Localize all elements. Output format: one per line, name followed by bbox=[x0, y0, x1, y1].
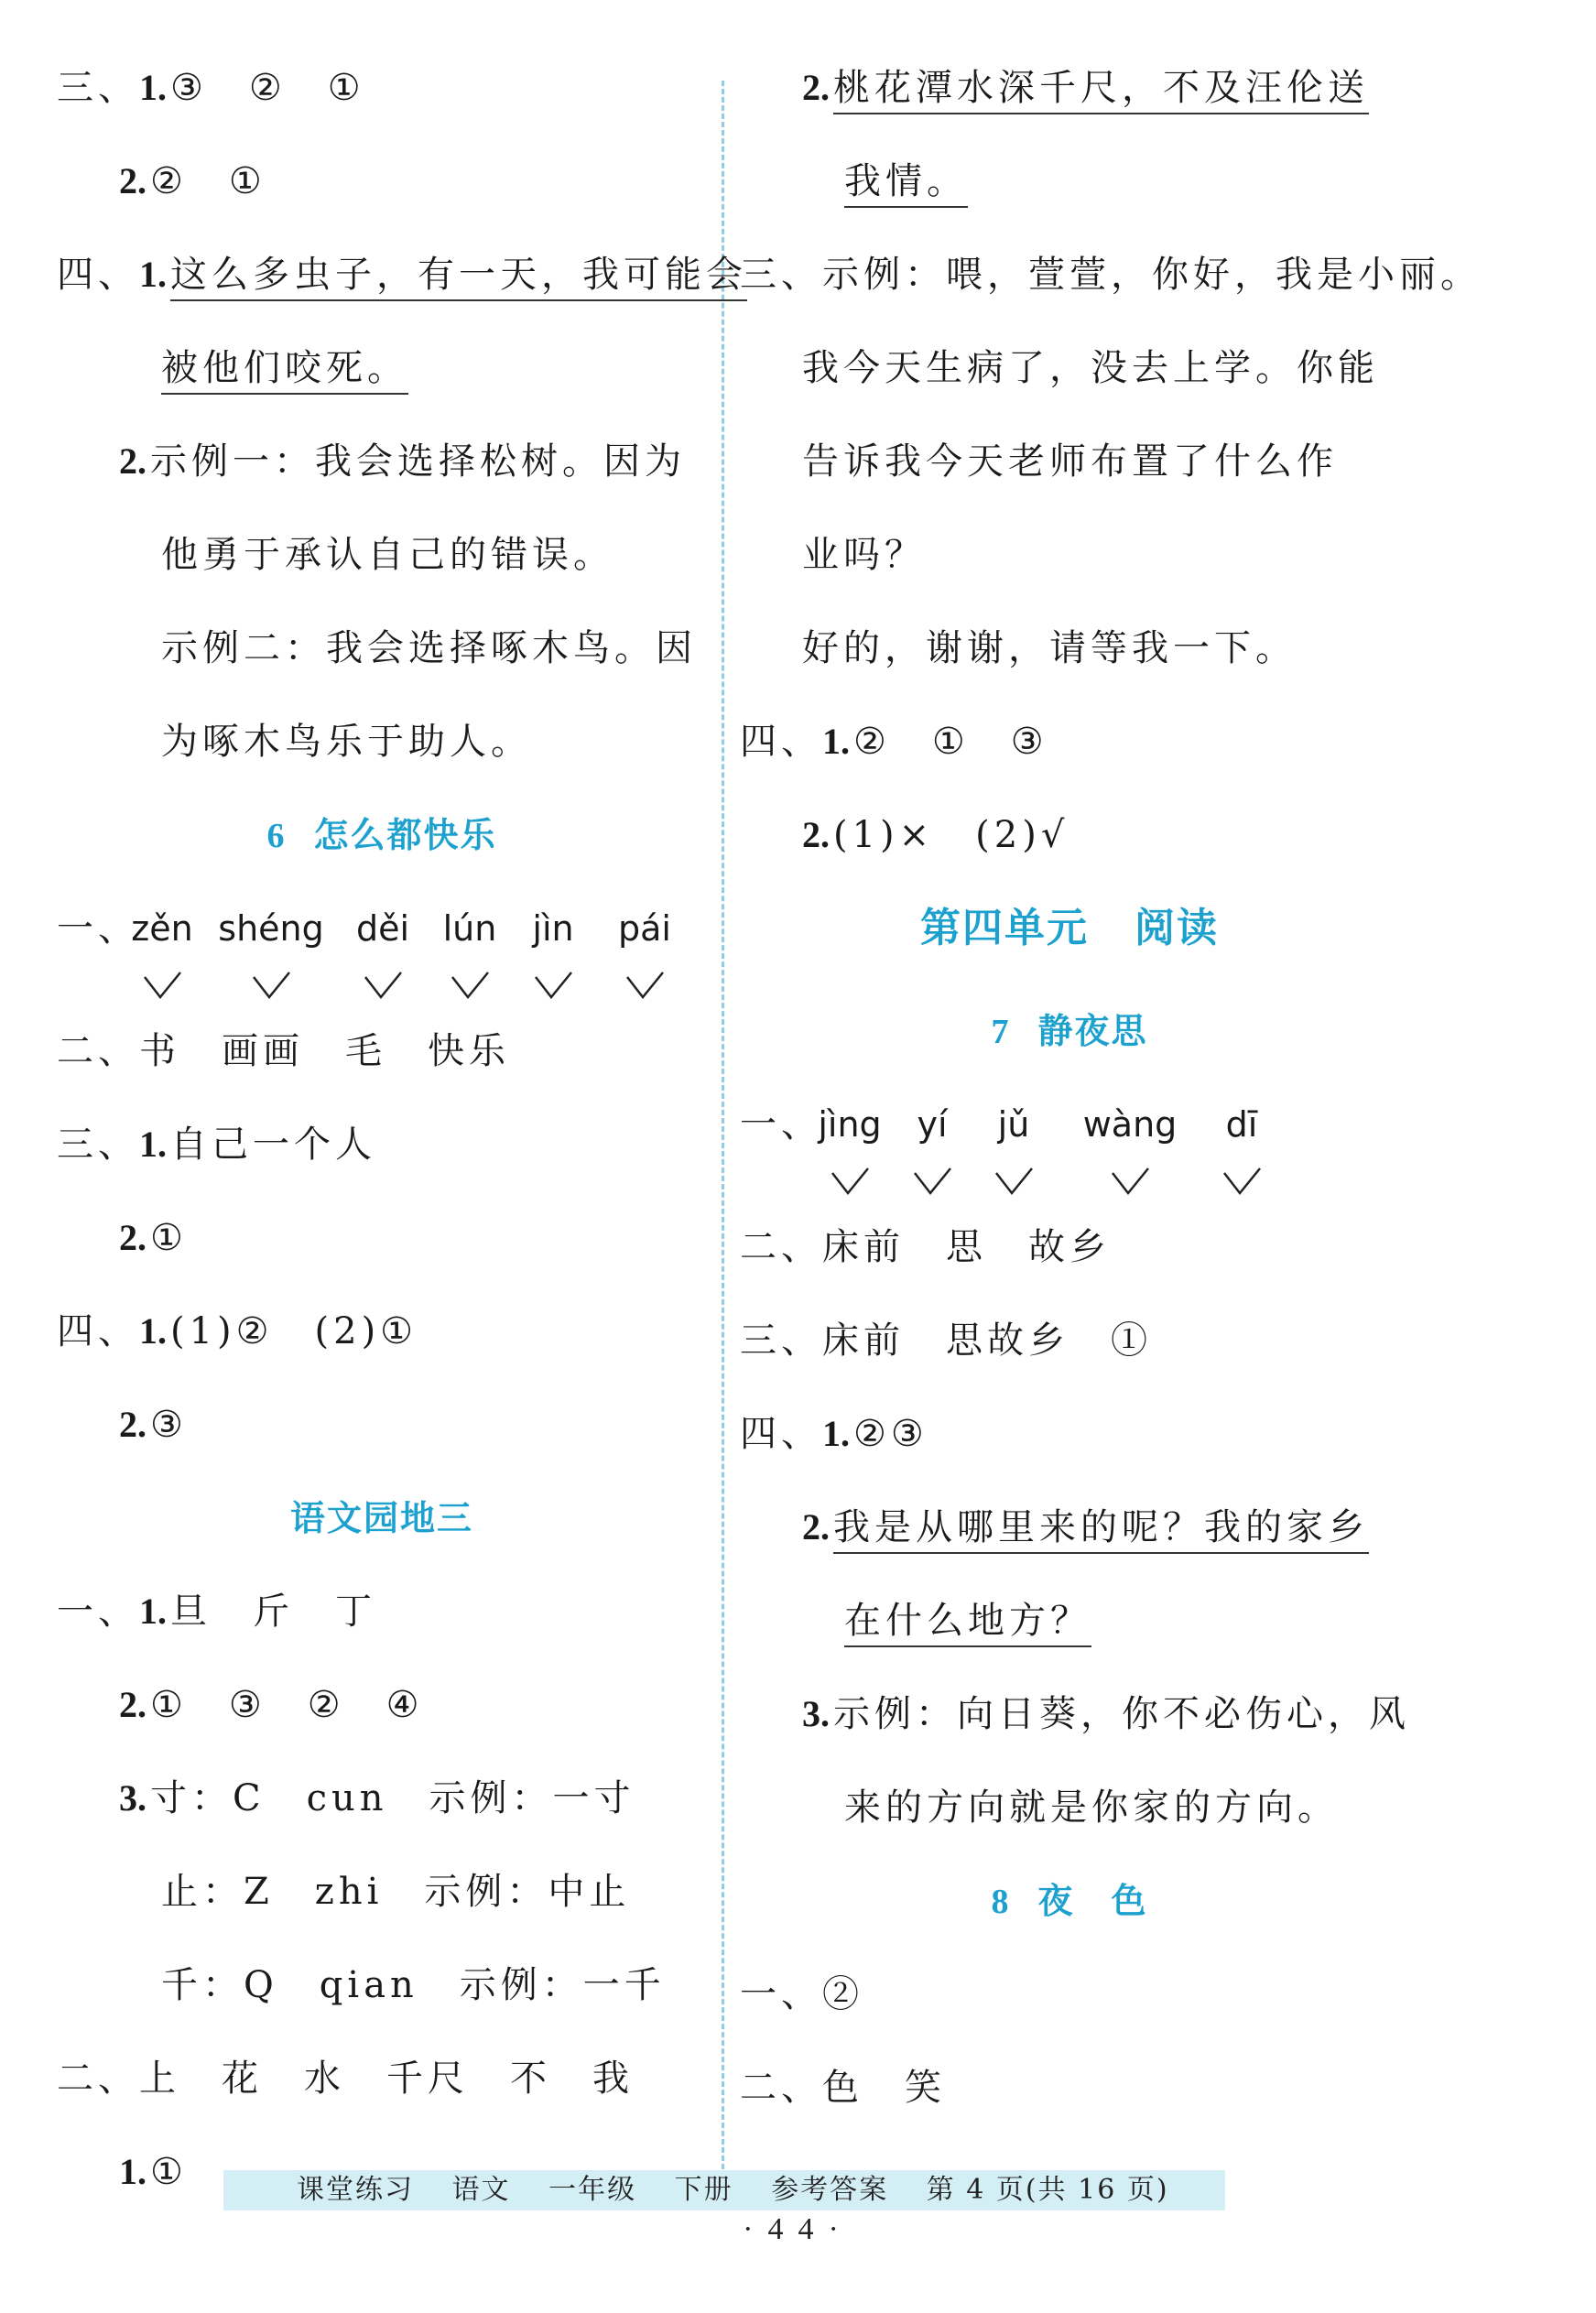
check-mark-icon bbox=[830, 1152, 870, 1183]
answer-line bbox=[740, 1308, 1399, 1401]
item-number: 2. bbox=[119, 1684, 147, 1725]
underlined-answer: 桃花潭水深千尺，不及汪伦送 bbox=[833, 67, 1369, 114]
lesson-title: 静夜思 bbox=[1037, 1011, 1148, 1051]
item-number: 2. bbox=[802, 814, 830, 855]
answer-line bbox=[57, 615, 707, 709]
lesson-heading bbox=[57, 802, 707, 896]
pinyin-row bbox=[57, 896, 707, 1018]
item-number: 2. bbox=[119, 1404, 147, 1445]
item-number: 1. bbox=[119, 2151, 147, 2192]
answer-line bbox=[740, 615, 1399, 709]
answer-text: 千：Q qian 示例：一千 bbox=[161, 1964, 666, 2006]
underlined-answer: 我情。 bbox=[844, 160, 968, 208]
answer-line bbox=[740, 1494, 1399, 1588]
answer-text: 来的方向就是你家的方向。 bbox=[844, 1786, 1339, 1829]
pinyin-text: lún bbox=[442, 908, 497, 949]
lesson-heading bbox=[740, 998, 1399, 1091]
answer-line bbox=[740, 1214, 1399, 1308]
answer-line bbox=[57, 1579, 707, 1672]
pinyin-item bbox=[1066, 1091, 1194, 1157]
answer-text: (1)② (2)① bbox=[170, 1310, 418, 1352]
answer-text: 二、床前 思 故乡 bbox=[740, 1226, 1111, 1268]
answer-line bbox=[740, 1401, 1399, 1494]
pinyin-text: wàng bbox=[1082, 1104, 1178, 1145]
answer-line bbox=[57, 2046, 707, 2139]
answer-line bbox=[740, 802, 1399, 896]
pinyin-text: shéng bbox=[218, 908, 324, 949]
left-column bbox=[57, 55, 747, 2232]
item-number: 2. bbox=[119, 440, 147, 482]
section-title: 语文园地三 bbox=[289, 1498, 473, 1538]
answer-text: ③ bbox=[150, 1404, 188, 1446]
lesson-number: 6 bbox=[266, 817, 287, 855]
answer-line bbox=[57, 335, 707, 429]
answer-line bbox=[57, 522, 707, 615]
answer-text: 告诉我今天老师布置了什么作 bbox=[802, 440, 1338, 483]
answer-line bbox=[740, 2055, 1399, 2148]
page-footer bbox=[223, 2170, 1225, 2210]
section-label: 四、 bbox=[57, 1310, 139, 1352]
page-number-value: 44 bbox=[767, 2212, 829, 2246]
answer-text: 一、② bbox=[740, 1973, 863, 2015]
page-number: ·44· bbox=[743, 2212, 853, 2246]
footer-subject: 语文 bbox=[451, 2174, 511, 2206]
answer-text: 旦 斤 丁 bbox=[170, 1591, 376, 1633]
answer-text: 我今天生病了，没去上学。你能 bbox=[802, 347, 1379, 389]
answer-line bbox=[57, 1952, 707, 2046]
answer-text: (1)× (2)√ bbox=[833, 814, 1069, 856]
answer-line bbox=[740, 429, 1399, 522]
pinyin-item bbox=[348, 896, 418, 961]
item-number: 1. bbox=[822, 721, 850, 762]
pinyin-item bbox=[214, 896, 328, 961]
answer-text: 示例二：我会选择啄木鸟。因 bbox=[161, 627, 697, 669]
column-divider bbox=[722, 81, 724, 2177]
answer-line bbox=[57, 1392, 707, 1485]
item-number: 2. bbox=[119, 1217, 147, 1258]
answer-text: 二、上 花 水 千尺 不 我 bbox=[57, 2058, 634, 2100]
item-number: 1. bbox=[139, 67, 167, 108]
unit-heading bbox=[740, 896, 1399, 998]
check-mark-icon bbox=[533, 956, 573, 987]
answer-line bbox=[57, 242, 747, 335]
check-mark-icon bbox=[624, 956, 665, 987]
lesson-title: 怎么都快乐 bbox=[313, 815, 497, 855]
item-number: 1. bbox=[139, 1124, 167, 1165]
pinyin-text: děi bbox=[355, 908, 410, 949]
unit-title: 第四单元 bbox=[920, 905, 1089, 951]
check-mark-icon bbox=[142, 956, 182, 987]
answer-line bbox=[57, 1859, 707, 1952]
answer-text: ① ③ ② ④ bbox=[150, 1684, 424, 1726]
answer-text: ②③ bbox=[853, 1413, 928, 1455]
answer-line bbox=[57, 429, 707, 522]
section-heading bbox=[57, 1485, 707, 1579]
lesson-number: 8 bbox=[991, 1883, 1011, 1921]
section-label: 一、 bbox=[57, 1591, 139, 1633]
pinyin-item bbox=[606, 896, 683, 961]
answer-line bbox=[57, 709, 707, 802]
footer-grade: 一年级 bbox=[548, 2174, 637, 2206]
item-number: 1. bbox=[139, 1310, 167, 1352]
answer-text: 好的，谢谢，请等我一下。 bbox=[802, 627, 1297, 669]
section-label: 一、 bbox=[740, 1103, 822, 1146]
answer-line bbox=[740, 1681, 1410, 1775]
answer-text: 寸：C cun 示例：一寸 bbox=[150, 1777, 635, 1819]
answer-line bbox=[740, 148, 1399, 242]
answer-text: 示例：向日葵，你不必伤心，风 bbox=[833, 1693, 1410, 1735]
pinyin-text: zěn bbox=[131, 908, 193, 949]
answer-text: 为啄木鸟乐于助人。 bbox=[161, 721, 532, 763]
pinyin-text: pái bbox=[618, 908, 671, 949]
item-number: 3. bbox=[802, 1693, 830, 1734]
answer-line bbox=[740, 1961, 1399, 2055]
answer-text: ③ ② ① bbox=[170, 67, 365, 109]
footer-page-info: 第 4 页(共 16 页) bbox=[926, 2174, 1169, 2206]
answer-text: 二、书 画画 毛 快乐 bbox=[57, 1030, 510, 1072]
pinyin-item bbox=[121, 896, 203, 961]
item-number: 1. bbox=[822, 1413, 850, 1454]
answer-text: 止：Z zhi 示例：中止 bbox=[161, 1871, 631, 1913]
pinyin-text: yí bbox=[917, 1104, 948, 1145]
answer-line bbox=[740, 335, 1399, 429]
underlined-answer: 在什么地方？ bbox=[844, 1600, 1091, 1647]
answer-text: 示例一：我会选择松树。因为 bbox=[150, 440, 686, 483]
lesson-number: 7 bbox=[991, 1013, 1011, 1051]
pinyin-row bbox=[740, 1091, 1399, 1214]
pinyin-text: jǔ bbox=[997, 1104, 1030, 1145]
answer-line bbox=[57, 1765, 707, 1859]
pinyin-text: dī bbox=[1225, 1104, 1258, 1145]
footer-volume: 下册 bbox=[674, 2174, 733, 2206]
answer-line bbox=[57, 55, 707, 148]
check-mark-icon bbox=[363, 956, 403, 987]
answer-text: ① bbox=[150, 1217, 188, 1259]
item-number: 3. bbox=[119, 1777, 147, 1819]
check-mark-icon bbox=[251, 956, 291, 987]
answer-line bbox=[740, 1588, 1399, 1681]
footer-answers: 参考答案 bbox=[771, 2174, 889, 2206]
check-mark-icon bbox=[993, 1152, 1034, 1183]
section-label: 四、 bbox=[740, 721, 822, 763]
check-mark-icon bbox=[1221, 1152, 1262, 1183]
answer-line bbox=[740, 242, 1482, 335]
answer-line bbox=[57, 1112, 707, 1205]
answer-text: 三、床前 思故乡 ① bbox=[740, 1319, 1152, 1362]
answer-text: ① bbox=[150, 2151, 188, 2193]
pinyin-item bbox=[524, 896, 582, 961]
footer-book: 课堂练习 bbox=[297, 2174, 414, 2206]
check-mark-icon bbox=[1110, 1152, 1150, 1183]
answer-text: 他勇于承认自己的错误。 bbox=[161, 534, 614, 576]
section-label: 三、 bbox=[57, 67, 139, 109]
pinyin-item bbox=[905, 1091, 960, 1157]
item-number: 1. bbox=[139, 1591, 167, 1632]
section-label: 一、 bbox=[57, 907, 139, 950]
right-column bbox=[740, 55, 1482, 2148]
pinyin-text: jìn bbox=[532, 908, 574, 949]
item-number: 1. bbox=[139, 254, 167, 295]
lesson-title: 夜 色 bbox=[1037, 1881, 1148, 1921]
item-number: 2. bbox=[119, 160, 147, 201]
answer-line bbox=[740, 709, 1399, 802]
section-label: 四、 bbox=[57, 254, 139, 296]
answer-line bbox=[57, 1205, 707, 1298]
answer-line bbox=[57, 1018, 707, 1112]
answer-line bbox=[57, 148, 707, 242]
section-label: 四、 bbox=[740, 1413, 822, 1455]
answer-line bbox=[57, 1298, 707, 1392]
answer-line bbox=[740, 1775, 1399, 1868]
answer-text: ② ① ③ bbox=[853, 721, 1048, 763]
check-mark-icon bbox=[450, 956, 490, 987]
pinyin-item bbox=[1205, 1091, 1278, 1157]
underlined-answer: 我是从哪里来的呢？我的家乡 bbox=[833, 1506, 1369, 1554]
pinyin-item bbox=[440, 896, 500, 961]
answer-line bbox=[740, 522, 1399, 615]
underlined-answer: 被他们咬死。 bbox=[161, 347, 408, 395]
answer-text: 二、色 笑 bbox=[740, 2067, 946, 2109]
section-label: 三、 bbox=[57, 1124, 139, 1166]
pinyin-item bbox=[983, 1091, 1044, 1157]
item-number: 2. bbox=[802, 67, 830, 108]
underlined-answer: 这么多虫子，有一天，我可能会 bbox=[170, 254, 747, 301]
pinyin-text: jìng bbox=[818, 1104, 882, 1145]
lesson-heading bbox=[740, 1868, 1399, 1961]
answer-text: 自己一个人 bbox=[170, 1124, 376, 1166]
check-mark-icon bbox=[912, 1152, 952, 1183]
answer-text: 三、示例：喂，萱萱，你好，我是小丽。 bbox=[740, 254, 1482, 296]
answer-line bbox=[740, 55, 1399, 148]
answer-text: ② ① bbox=[150, 160, 266, 202]
answer-line bbox=[57, 1672, 707, 1765]
item-number: 2. bbox=[802, 1506, 830, 1547]
pinyin-item bbox=[804, 1091, 896, 1157]
unit-subtitle: 阅读 bbox=[1135, 905, 1219, 951]
answer-text: 业吗？ bbox=[802, 534, 926, 576]
